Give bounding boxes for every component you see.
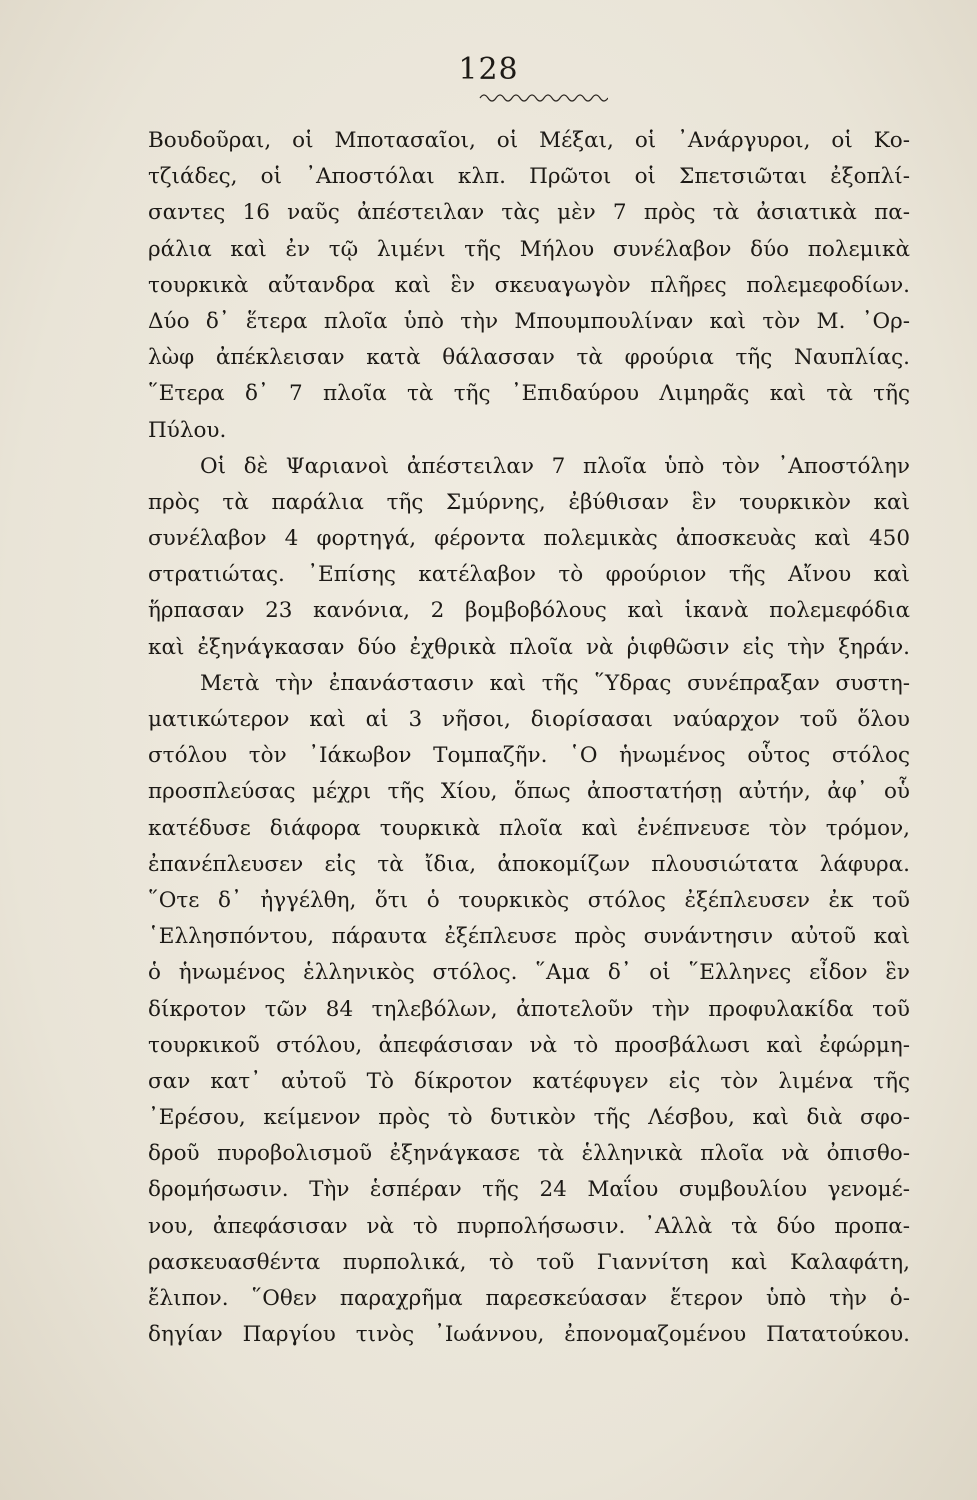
- text-line: στόλου τὸν ᾿Ιάκωβον Τομπαζῆν. ῾Ο ἡνωμένος οὗτος στόλος: [148, 743, 910, 769]
- text-line: ῞Οτε δ᾿ ἠγγέλθη, ὅτι ὁ τουρκικὸς στόλος ἐξέπλευσεν ἐκ τοῦ: [148, 887, 910, 913]
- text-line: νου, ἀπεφάσισαν νὰ τὸ πυρπολήσωσιν. ᾿Αλλὰ τὰ δύο προπα-: [148, 1213, 910, 1239]
- text-line: ῞Ετερα δ᾿ 7 πλοῖα τὰ τῆς ᾿Επιδαύρου Λιμηρᾶς καὶ τὰ τῆς: [148, 381, 910, 407]
- text-line: Πύλου.: [148, 417, 227, 443]
- wavy-rule-ornament: [478, 90, 608, 104]
- text-line: κατέδυσε διάφορα τουρκικὰ πλοῖα καὶ ἐνέπνευσε τὸν τρόμον,: [148, 815, 910, 841]
- text-line: Βουδοῦραι, οἱ Μποτασαῖοι, οἱ Μέξαι, οἱ ᾿Ανάργυροι, οἱ Κο-: [148, 128, 910, 153]
- text-line: ματικώτερον καὶ αἱ 3 νῆσοι, διορίσασαι ναύαρχον τοῦ ὅλου: [148, 707, 910, 732]
- text-line: δηγίαν Παργίου τινὸς ᾿Ιωάννου, ἐπονομαζομένου Πατατούκου.: [148, 1322, 910, 1348]
- text-line: δροῦ πυροβολισμοῦ ἐξηνάγκασε τὰ ἑλληνικὰ πλοῖα νὰ ὀπισθο-: [148, 1141, 910, 1167]
- text-line: Οἱ δὲ Ψαριανοὶ ἀπέστειλαν 7 πλοῖα ὑπὸ τὸν ᾿Αποστόλην: [200, 453, 910, 479]
- text-line: ἥρπασαν 23 κανόνια, 2 βομβοβόλους καὶ ἱκανὰ πολεμεφόδια: [148, 598, 910, 624]
- text-line: τουρκικοῦ στόλου, ἀπεφάσισαν νὰ τὸ προσβάλωσι καὶ ἐφώρμη-: [148, 1032, 910, 1058]
- text-line: καὶ ἐξηνάγκασαν δύο ἐχθρικὰ πλοῖα νὰ ῥιφθῶσιν εἰς τὴν ξηράν.: [148, 634, 910, 660]
- text-line: ράλια καὶ ἐν τῷ λιμένι τῆς Μήλου συνέλαβον δύο πολεμικὰ: [148, 236, 910, 262]
- text-line: ῾Ελλησπόντου, πάραυτα ἐξέπλευσε πρὸς συνάντησιν αὐτοῦ καὶ: [148, 924, 910, 950]
- text-line: στρατιώτας. ᾿Επίσης κατέλαβον τὸ φρούριον τῆς Αἴνου καὶ: [148, 562, 910, 588]
- text-line: τζιάδες, οἱ ᾿Αποστόλαι κλπ. Πρῶτοι οἱ Σπετσιῶται ἐξοπλί-: [148, 164, 910, 190]
- text-line: ἔλιπον. ῞Οθεν παραχρῆμα παρεσκεύασαν ἕτερον ὑπὸ τὴν ὁ-: [148, 1286, 910, 1311]
- text-line: ᾿Ερέσου, κείμενον πρὸς τὸ δυτικὸν τῆς Λέσβου, καὶ διὰ σφο-: [148, 1105, 910, 1131]
- text-line: ἐπανέπλευσεν εἰς τὰ ἴδια, ἀποκομίζων πλουσιώτατα λάφυρα.: [148, 851, 910, 877]
- text-line: σαντες 16 ναῦς ἀπέστειλαν τὰς μὲν 7 πρὸς τὰ ἀσιατικὰ πα-: [148, 200, 910, 226]
- text-line: Μετὰ τὴν ἐπανάστασιν καὶ τῆς ῞Υδρας συνέπραξαν συστη-: [200, 670, 910, 696]
- page-number: 128: [458, 52, 519, 87]
- text-line: ρασκευασθέντα πυρπολικά, τὸ τοῦ Γιαννίτση καὶ Καλαφάτη,: [148, 1249, 910, 1275]
- text-line: συνέλαβον 4 φορτηγά, φέροντα πολεμικὰς ἀποσκευὰς καὶ 450: [148, 526, 910, 552]
- text-line: Δύο δ᾿ ἕτερα πλοῖα ὑπὸ τὴν Μπουμπουλίναν καὶ τὸν Μ. ᾿Ορ-: [148, 308, 910, 334]
- body-text: [148, 123, 910, 1353]
- text-line: ὁ ἡνωμένος ἑλληνικὸς στόλος. ῞Αμα δ᾿ οἱ ῞Ελληνες εἶδον ἓν: [148, 960, 910, 986]
- text-line: πρὸς τὰ παράλια τῆς Σμύρνης, ἐβύθισαν ἓν τουρκικὸν καὶ: [148, 489, 910, 515]
- text-line: σαν κατ᾿ αὐτοῦ Τὸ δίκροτον κατέφυγεν εἰς τὸν λιμένα τῆς: [148, 1068, 910, 1094]
- text-line: τουρκικὰ αὔτανδρα καὶ ἓν σκευαγωγὸν πλῆρες πολεμεφοδίων.: [148, 272, 910, 298]
- text-line: δρομήσωσιν. Τὴν ἑσπέραν τῆς 24 Μαΐου συμβουλίου γενομέ-: [148, 1177, 910, 1203]
- text-line: λὼφ ἀπέκλεισαν κατὰ θάλασσαν τὰ φρούρια τῆς Ναυπλίας.: [148, 345, 910, 371]
- text-line: προσπλεύσας μέχρι τῆς Χίου, ὅπως ἀποστατήσῃ αὐτήν, ἀφ᾿ οὗ: [148, 779, 910, 805]
- text-line: δίκροτον τῶν 84 τηλεβόλων, ἀποτελοῦν τὴν προφυλακίδα τοῦ: [148, 996, 910, 1022]
